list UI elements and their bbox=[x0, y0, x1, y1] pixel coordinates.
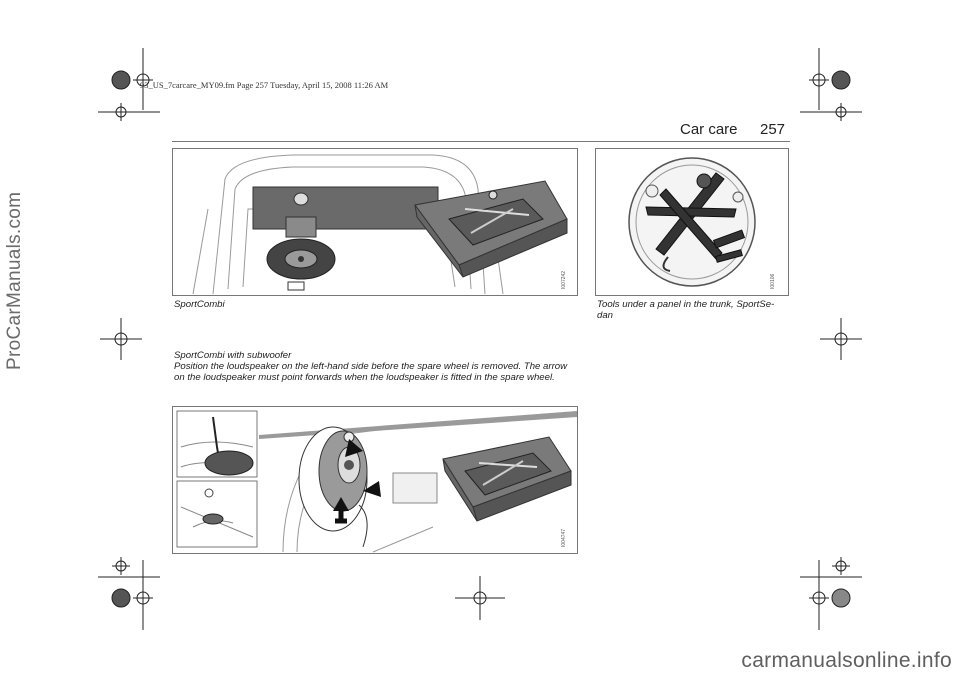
tools-illustration bbox=[596, 149, 788, 295]
chapter-title: Car care bbox=[680, 121, 738, 138]
page-number: 257 bbox=[760, 121, 786, 138]
figure-caption: Tools under a panel in the trunk, SportSe-dan bbox=[597, 299, 775, 321]
figure-code: I004747 bbox=[561, 528, 567, 547]
footer-watermark: carmanualsonline.info bbox=[741, 649, 952, 672]
figure-code: I007242 bbox=[561, 270, 567, 289]
body-text bbox=[174, 350, 579, 383]
trunk-illustration bbox=[173, 149, 577, 295]
paragraph: Position the loudspeaker on the left-hand side before the spare wheel is removed. The arrow on the loudspeaker must point forwards when the loudspeaker is fitted in the spare wheel. bbox=[174, 361, 568, 383]
figure-sportcombi-trunk bbox=[172, 148, 578, 296]
figure-trunk-tools bbox=[595, 148, 789, 296]
subwoofer-illustration bbox=[173, 407, 577, 553]
figure-code: I00106 bbox=[770, 273, 776, 289]
header-rule bbox=[172, 141, 790, 142]
figure-subwoofer bbox=[172, 406, 578, 554]
section-title: SportCombi with subwoofer bbox=[174, 350, 292, 361]
print-header: 93_US_7carcare_MY09.fm Page 257 Tuesday, April 15, 2008 11:26 AM bbox=[140, 80, 389, 90]
figure-caption: SportCombi bbox=[174, 299, 225, 310]
